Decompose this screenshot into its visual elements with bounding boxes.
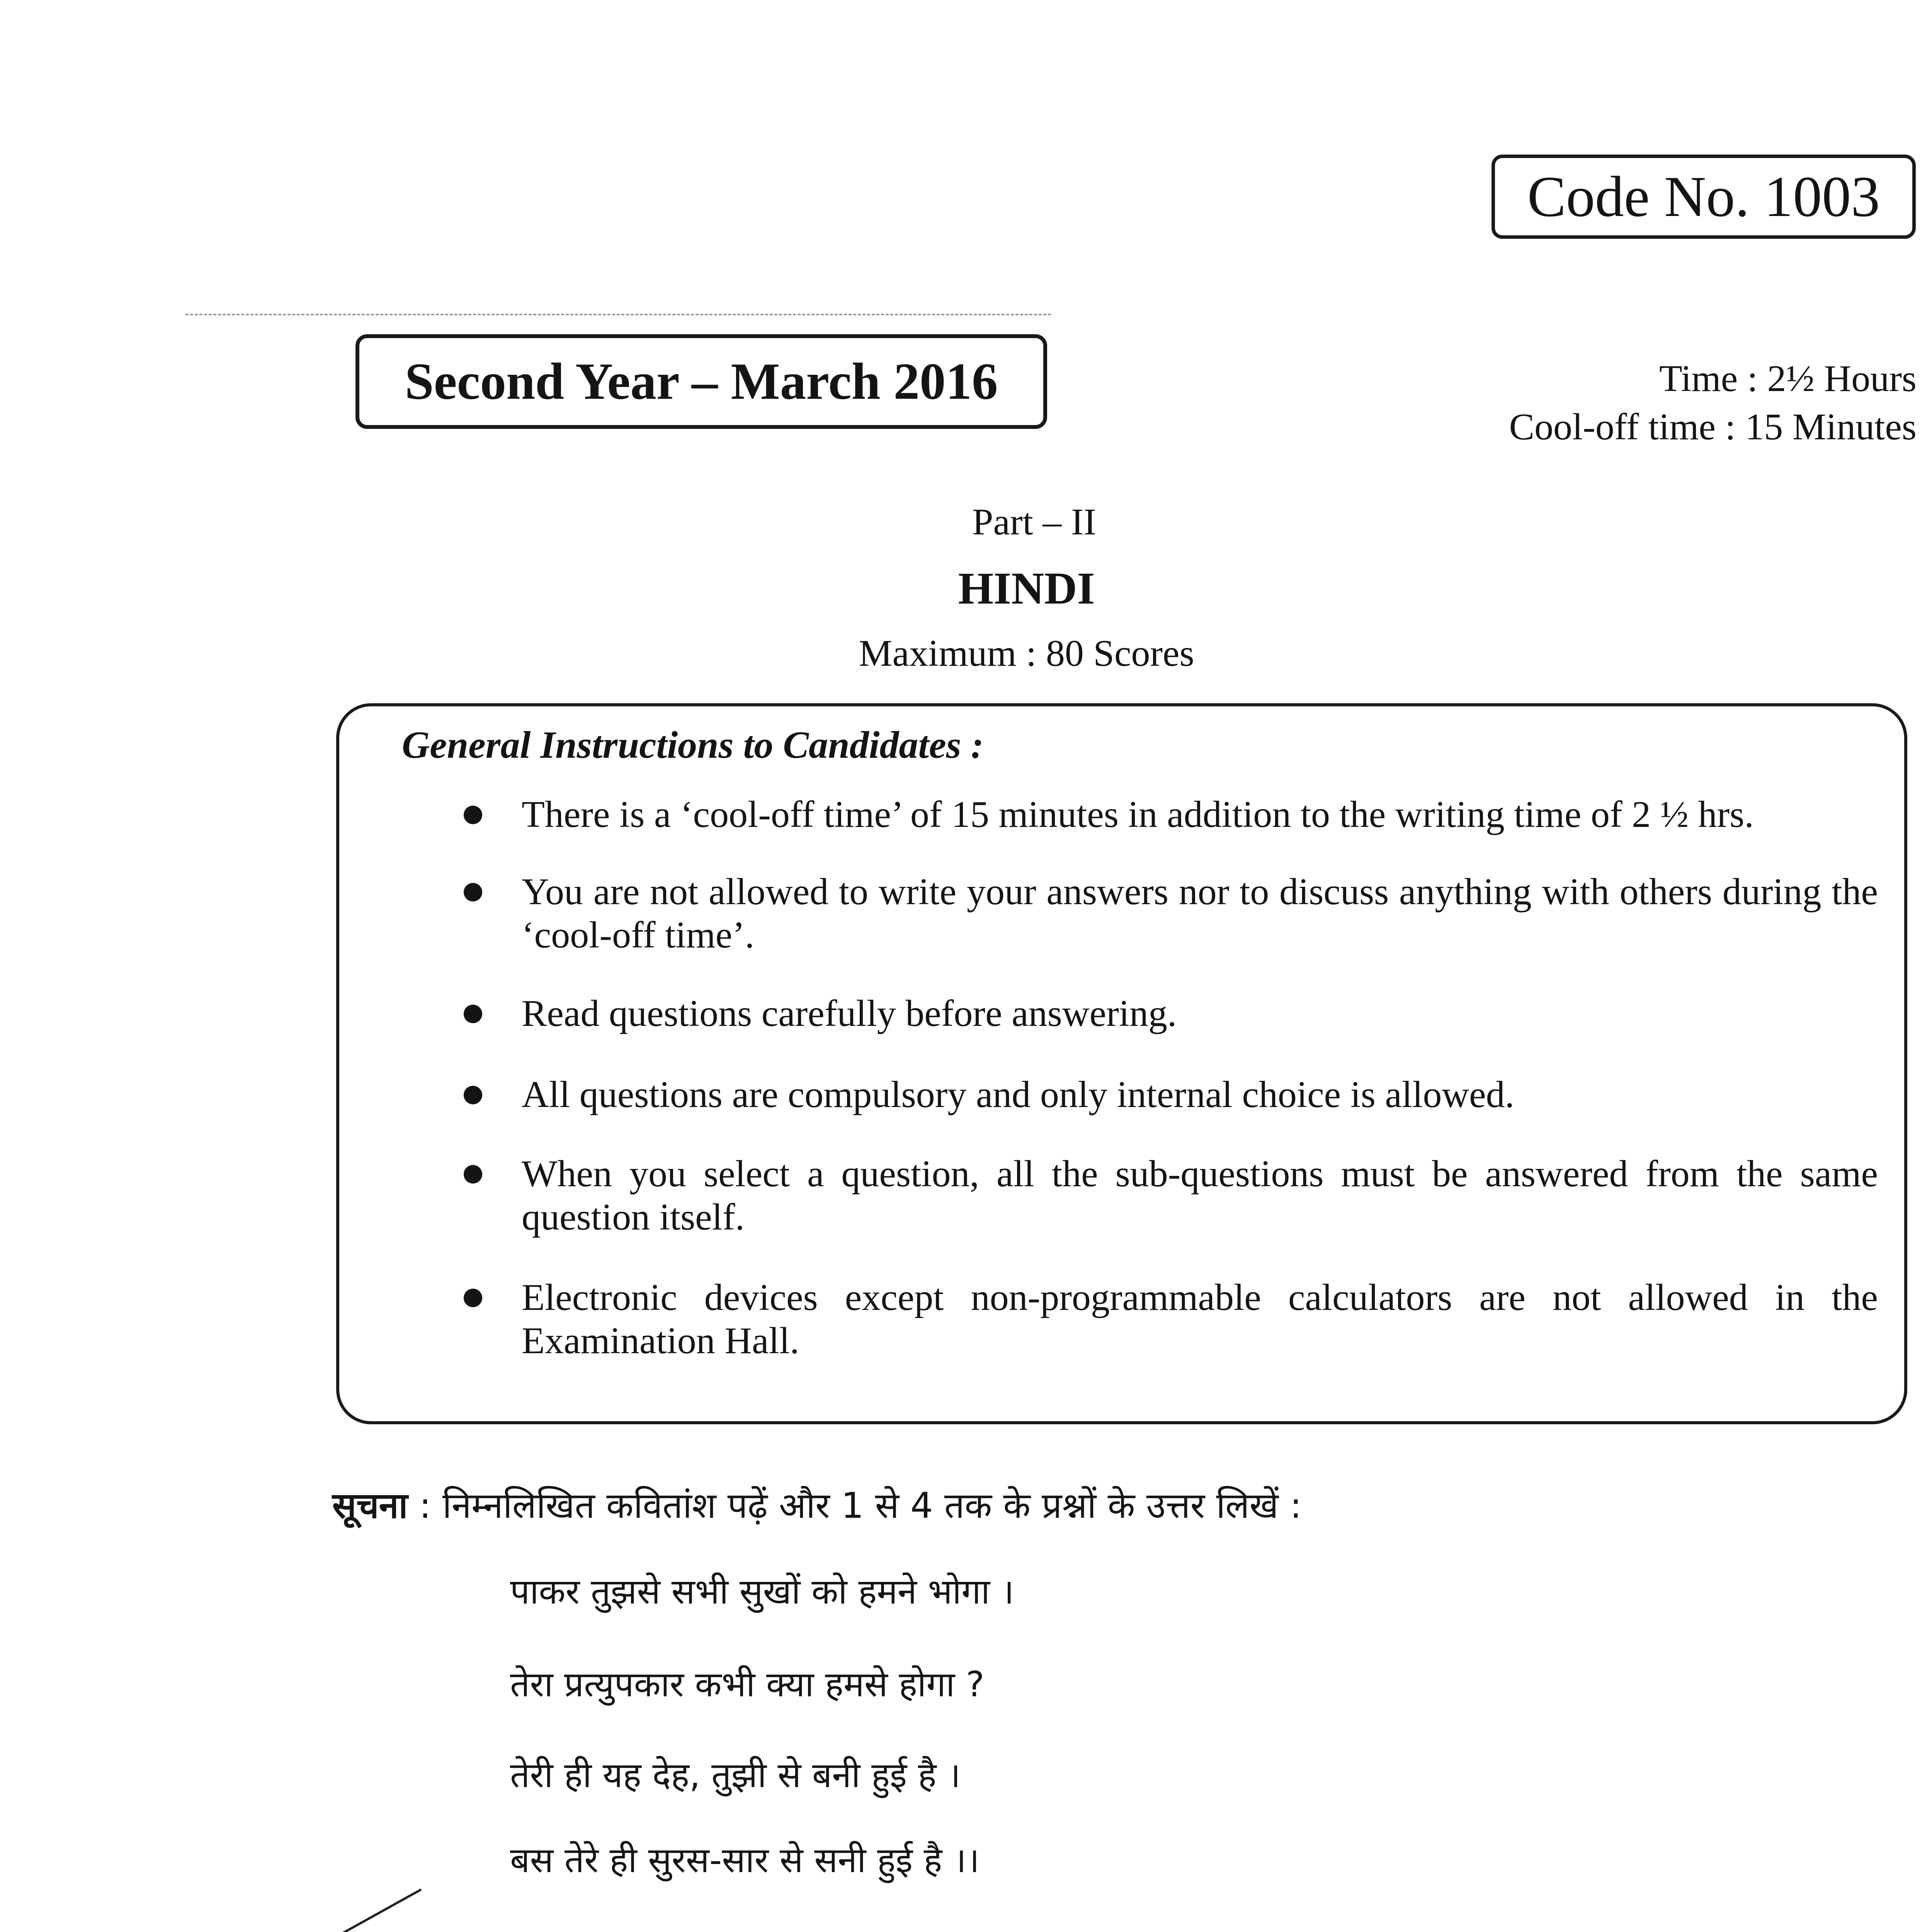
bullet-icon: [464, 1005, 482, 1023]
top-dashed-rule: [185, 314, 1051, 315]
instruction-item: Read questions carefully before answering.: [522, 993, 1177, 1034]
time-duration: Time : 2½ Hours: [1659, 358, 1917, 400]
notice-line: [332, 1480, 1302, 1528]
bullet-icon: [464, 1289, 482, 1307]
poem-line: बस तेरे ही सुरस-सार से सनी हुई है ।।: [510, 1840, 980, 1881]
instruction-item: Electronic devices except non-programmable calculators are not allowed in the Examination Hall.: [522, 1277, 1878, 1362]
poem-line: पाकर तुझसे सभी सुखों को हमने भोगा ।: [510, 1571, 1014, 1612]
notice-text: : निम्नलिखित कवितांश पढ़ें और 1 से 4 तक के प्रश्नों के उत्तर लिखें :: [408, 1485, 1302, 1526]
cooloff-time: Cool-off time : 15 Minutes: [1509, 406, 1917, 448]
instructions-title: General Instructions to Candidates :: [402, 723, 984, 766]
instruction-item: You are not allowed to write your answers nor to discuss anything with others during the ‘cool-off time’.: [522, 871, 1878, 956]
instruction-item: All questions are compulsory and only internal choice is allowed.: [522, 1074, 1515, 1116]
code-number: Code No. 1003: [1527, 165, 1880, 229]
notice-label: सूचना: [332, 1485, 408, 1526]
exam-session: Second Year – March 2016: [405, 353, 998, 410]
bullet-icon: [464, 1086, 482, 1104]
handwritten-tick-icon: [294, 1886, 433, 1932]
bullet-icon: [464, 1165, 482, 1184]
instruction-item: When you select a question, all the sub-questions must be answered from the same question itself.: [522, 1153, 1878, 1238]
bullet-icon: [464, 806, 482, 824]
poem-line: तेरा प्रत्युपकार कभी क्या हमसे होगा ?: [510, 1664, 985, 1705]
bullet-icon: [464, 883, 482, 901]
subject-title: HINDI: [958, 563, 1095, 614]
maximum-score: Maximum : 80 Scores: [859, 633, 1194, 674]
instruction-item: There is a ‘cool-off time’ of 15 minutes in addition to the writing time of 2 ½ hrs.: [522, 794, 1754, 835]
part-label: Part – II: [972, 501, 1097, 543]
poem-line: तेरी ही यह देह, तुझी से बनी हुई है ।: [510, 1755, 961, 1796]
